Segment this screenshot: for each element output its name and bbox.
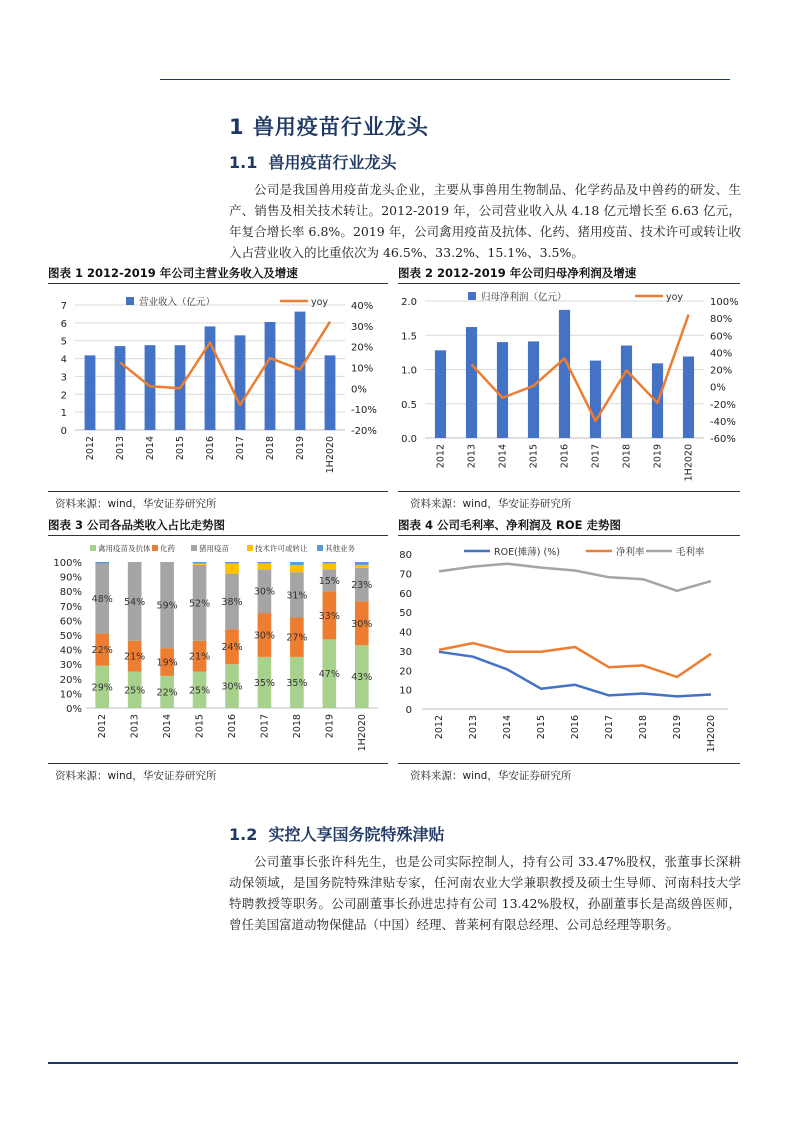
- fig1-y-left-tick: 7: [60, 301, 67, 312]
- fig1-y-right-tick: 10%: [351, 363, 374, 375]
- fig3-data-label: 43%: [351, 672, 373, 684]
- fig2-bar: [528, 341, 539, 438]
- fig3-stack-segment: [193, 563, 207, 564]
- fig3-data-label: 48%: [91, 594, 113, 605]
- fig2-y-right-tick: 100%: [710, 297, 739, 308]
- fig2-y-left-tick: 0.0: [401, 434, 417, 445]
- fig3-x-tick-label: 2016: [227, 714, 238, 739]
- fig4-legend-label: ROE(摊薄) (%): [494, 547, 560, 558]
- fig1-y-right-tick: -10%: [351, 405, 377, 417]
- fig2-y-left-tick: 1.0: [401, 365, 417, 377]
- fig4-title-rule: [398, 535, 740, 536]
- fig3-data-label: 33%: [318, 610, 340, 622]
- fig2-bar: [683, 356, 694, 438]
- fig4-y-tick: 70: [399, 569, 412, 581]
- fig3-y-tick: 50%: [59, 631, 82, 642]
- fig3-stack-segment: [323, 562, 337, 563]
- fig2-y-right-tick: 80%: [710, 314, 733, 326]
- fig3-data-label: 47%: [318, 669, 340, 681]
- header-rule: [160, 79, 730, 80]
- fig3-data-label: 23%: [351, 580, 373, 592]
- fig2-legend-line-label: yoy: [666, 292, 684, 303]
- fig2-bar: [559, 310, 570, 438]
- fig3-data-label: 22%: [91, 645, 113, 657]
- fig1-x-tick-label: 2015: [175, 436, 186, 461]
- fig3-y-tick: 90%: [59, 572, 82, 584]
- fig4-title: 图表 4 公司毛利率、净利润及 ROE 走势图: [398, 518, 622, 532]
- fig2-x-tick-label: 2012: [435, 444, 447, 469]
- fig4-x-tick-label: 2013: [468, 715, 479, 740]
- fig3-y-tick: 80%: [59, 587, 82, 599]
- fig3-data-label: 59%: [156, 600, 178, 612]
- fig1-x-tick-label: 2019: [295, 436, 306, 461]
- fig3-y-tick: 30%: [59, 660, 82, 672]
- fig3-title: 图表 3 公司各品类收入占比走势图: [48, 518, 226, 532]
- fig1-bar: [85, 355, 96, 430]
- fig2-x-tick-label: 2013: [466, 444, 478, 469]
- fig3-title-rule: [48, 535, 388, 536]
- fig2-title: 图表 2 2012-2019 年公司归母净利润及增速: [398, 266, 637, 280]
- fig4-x-tick-label: 1H2020: [706, 715, 717, 753]
- fig4-y-tick: 60: [399, 588, 412, 600]
- fig3-data-label: 54%: [124, 596, 146, 608]
- fig2-x-tick-label: 2018: [621, 444, 633, 469]
- fig1-x-tick-label: 2018: [265, 436, 276, 461]
- fig3-legend-label: 化药: [160, 544, 175, 553]
- fig3-source: 资料来源：wind，华安证券研究所: [55, 770, 217, 782]
- fig2-bar: [621, 346, 632, 438]
- fig4-y-tick: 50: [399, 608, 412, 620]
- fig2-x-tick-label: 2019: [652, 444, 664, 469]
- fig3-data-label: 19%: [156, 657, 178, 669]
- fig1-source: 资料来源：wind，华安证券研究所: [55, 498, 217, 510]
- fig3-stack-segment: [258, 562, 272, 563]
- fig3-x-tick-label: 2012: [97, 714, 109, 739]
- fig3-stack-segment: [355, 562, 369, 565]
- fig4-x-tick-label: 2017: [604, 715, 615, 740]
- fig3-y-tick: 10%: [59, 689, 82, 701]
- fig3-legend-label: 猪用疫苗: [199, 544, 229, 553]
- fig3-legend-swatch: [152, 545, 158, 551]
- fig3-stack-segment: [323, 563, 337, 569]
- fig1-x-tick-label: 1H2020: [325, 436, 336, 474]
- fig3-y-tick: 70%: [59, 601, 82, 613]
- fig3-x-tick-label: 2017: [259, 714, 271, 739]
- fig1-y-right-tick: 0%: [351, 384, 367, 396]
- fig3-bottom-rule: [48, 763, 388, 764]
- fig3-data-label: 30%: [351, 618, 373, 630]
- fig1-bottom-rule: [48, 491, 388, 492]
- fig3-chart: [48, 537, 390, 762]
- fig1-bar: [265, 322, 276, 430]
- fig4-x-tick-label: 2018: [638, 715, 649, 740]
- fig4-y-tick: 40: [399, 627, 412, 639]
- fig2-y-right-tick: -60%: [710, 434, 736, 445]
- fig1-y-left-tick: 1: [60, 408, 67, 420]
- fig1-y-right-tick: -20%: [351, 426, 377, 437]
- fig2-y-left-tick: 1.5: [401, 331, 417, 343]
- footer-rule: [48, 1062, 738, 1064]
- section-1-1-paragraph: 公司是我国兽用疫苗龙头企业，主要从事兽用生物制品、化学药品及中兽药的研发、生产、销售及相关技术转让。2012-2019 年，公司营业收入从 4.18 亿元增长至 6.63 亿元，年复合增长率 6.8%。2019 年，公司禽用疫苗及抗体、化药、猪用疫苗、技术许可或转让收入占营业收入的比重依次为 46.5%、33.2%、15.1%、3.5%。: [229, 182, 741, 260]
- fig4-source: 资料来源：wind，华安证券研究所: [410, 770, 572, 782]
- fig4-bottom-rule: [398, 763, 740, 764]
- fig1-y-right-tick: 30%: [351, 321, 374, 333]
- fig4-x-tick-label: 2012: [434, 715, 445, 740]
- fig1-y-left-tick: 4: [60, 354, 67, 366]
- fig4-legend-label: 毛利率: [676, 547, 705, 558]
- fig1-y-right-tick: 40%: [351, 301, 374, 312]
- fig3-y-tick: 40%: [59, 645, 82, 657]
- fig1-y-right-tick: 20%: [351, 342, 374, 354]
- fig2-legend-bar-label: 归母净利润（亿元）: [481, 292, 567, 303]
- fig3-data-label: 25%: [124, 685, 146, 697]
- fig2-x-tick-label: 2015: [528, 444, 540, 469]
- fig3-data-label: 31%: [286, 590, 308, 602]
- fig3-data-label: 24%: [221, 642, 243, 654]
- fig4-x-tick-label: 2014: [502, 715, 513, 740]
- fig4-y-tick: 20: [399, 666, 412, 678]
- fig2-y-right-tick: 40%: [710, 348, 733, 360]
- fig2-y-right-tick: 60%: [710, 331, 733, 343]
- fig2-y-right-tick: 20%: [710, 365, 733, 377]
- fig1-legend-bar-swatch: [126, 297, 134, 305]
- fig2-bar: [466, 327, 477, 438]
- fig2-bar: [435, 350, 446, 438]
- fig3-stack-segment: [225, 563, 239, 573]
- fig2-y-left-tick: 0.5: [401, 399, 417, 411]
- fig4-x-tick-label: 2016: [570, 715, 581, 740]
- fig2-x-tick-label: 2017: [590, 444, 602, 469]
- fig3-data-label: 35%: [253, 677, 276, 689]
- fig1-legend-line-label: yoy: [311, 297, 329, 308]
- fig1-x-tick-label: 2017: [235, 436, 246, 461]
- fig3-stack-segment: [355, 565, 369, 568]
- fig3-x-tick-label: 2019: [324, 714, 336, 739]
- fig3-data-label: 21%: [124, 651, 146, 663]
- section-1-2-paragraph: 公司董事长张许科先生，也是公司实际控制人，持有公司 33.47%股权，张董事长深耕动保领域，是国务院特殊津贴专家，任河南农业大学兼职教授及硕士生导师、河南科技大学特聘教授等职务。公司副董事长孙进忠持有公司 13.42%股权，孙副董事长是高级兽医师，曾任美国富道动物保健品（中国）经理、普莱柯有限总经理、公司总经理等职务。: [229, 854, 741, 932]
- fig3-data-label: 29%: [91, 682, 113, 694]
- fig1-title-rule: [48, 283, 388, 284]
- fig3-x-tick-label: 2014: [162, 714, 174, 739]
- fig1-y-left-tick: 6: [60, 318, 67, 330]
- fig1-x-tick-label: 2014: [145, 436, 156, 461]
- fig3-y-tick: 100%: [53, 558, 82, 569]
- fig2-title-rule: [398, 283, 740, 284]
- fig3-data-label: 22%: [156, 687, 178, 699]
- fig2-x-tick-label: 2014: [497, 444, 509, 469]
- section-1-1-heading: 1.1 兽用疫苗行业龙头: [229, 153, 397, 172]
- fig3-data-label: 35%: [286, 677, 308, 689]
- fig1-chart: [48, 285, 390, 490]
- fig4-series-line: [439, 564, 711, 591]
- fig2-legend-bar-swatch: [468, 292, 476, 300]
- fig1-legend-bar-label: 营业收入（亿元）: [139, 297, 216, 308]
- fig4-x-tick-label: 2015: [536, 715, 547, 740]
- fig3-stack-segment: [225, 562, 239, 563]
- fig1-bar: [235, 335, 246, 430]
- fig1-bar: [115, 346, 126, 430]
- fig2-bar: [497, 342, 508, 438]
- fig3-stack-segment: [290, 562, 304, 565]
- fig3-stack-segment: [193, 562, 207, 563]
- fig3-data-label: 38%: [221, 596, 243, 608]
- section-1-heading: 1 兽用疫苗行业龙头: [229, 115, 429, 139]
- fig2-chart: [398, 285, 740, 490]
- fig3-legend-swatch: [90, 545, 96, 551]
- fig2-bottom-rule: [398, 491, 740, 492]
- fig1-title: 图表 1 2012-2019 年公司主营业务收入及增速: [48, 266, 298, 280]
- fig3-y-tick: 0%: [66, 704, 82, 715]
- fig3-stack-segment: [95, 562, 109, 563]
- fig3-data-label: 30%: [221, 681, 243, 693]
- fig2-y-right-tick: 0%: [710, 382, 726, 394]
- fig2-x-tick-label: 1H2020: [683, 444, 695, 482]
- fig4-y-tick: 0: [405, 705, 412, 716]
- fig3-legend-label: 禽用疫苗及抗体: [98, 544, 151, 553]
- fig1-y-left-tick: 2: [60, 390, 67, 402]
- fig2-source: 资料来源：wind，华安证券研究所: [410, 498, 572, 510]
- fig2-y-left-tick: 2.0: [401, 297, 417, 308]
- fig3-legend-swatch: [317, 545, 323, 551]
- fig3-legend-label: 其他业务: [325, 544, 355, 553]
- fig4-y-tick: 80: [399, 550, 412, 561]
- fig3-data-label: 27%: [286, 632, 308, 644]
- fig4-y-tick: 30: [399, 646, 412, 658]
- fig1-x-tick-label: 2013: [115, 436, 126, 461]
- fig3-stack-segment: [258, 563, 272, 569]
- fig2-bar: [590, 361, 601, 438]
- fig3-x-tick-label: 2013: [129, 714, 141, 739]
- fig3-x-tick-label: 2015: [194, 714, 206, 739]
- fig3-stack-segment: [290, 565, 304, 572]
- fig3-data-label: 25%: [188, 685, 211, 697]
- fig1-y-left-tick: 0: [60, 426, 67, 437]
- fig3-legend-swatch: [191, 545, 197, 551]
- fig3-y-tick: 60%: [59, 616, 82, 628]
- fig3-data-label: 15%: [318, 575, 340, 587]
- fig2-y-right-tick: -40%: [710, 416, 736, 428]
- fig1-bar: [325, 355, 336, 430]
- fig1-y-left-tick: 5: [60, 336, 67, 348]
- section-1-2-heading: 1.2 实控人享国务院特殊津贴: [229, 825, 445, 844]
- fig3-data-label: 30%: [253, 586, 276, 598]
- fig4-x-tick-label: 2019: [672, 715, 683, 740]
- fig3-x-tick-label: 1H2020: [356, 714, 368, 752]
- fig2-y-right-tick: -20%: [710, 399, 736, 411]
- fig1-x-tick-label: 2016: [205, 436, 216, 461]
- fig4-legend-label: 净利率: [616, 547, 645, 558]
- fig4-chart: [398, 537, 740, 762]
- fig3-data-label: 52%: [188, 598, 211, 610]
- fig3-y-tick: 20%: [59, 674, 82, 686]
- fig3-x-tick-label: 2018: [291, 714, 303, 739]
- fig1-x-tick-label: 2012: [85, 436, 96, 461]
- fig3-data-label: 30%: [253, 630, 276, 642]
- fig3-legend-label: 技术许可或转让: [255, 544, 308, 553]
- fig2-x-tick-label: 2016: [559, 444, 571, 469]
- fig4-y-tick: 10: [399, 685, 412, 697]
- fig3-legend-swatch: [247, 545, 253, 551]
- fig1-y-left-tick: 3: [60, 372, 67, 384]
- fig3-data-label: 21%: [188, 651, 211, 663]
